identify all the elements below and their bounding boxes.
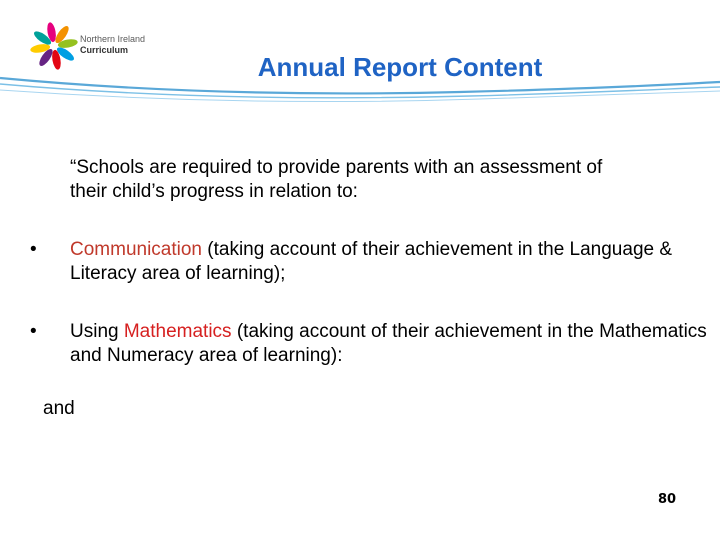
logo-line-1: Northern Ireland — [80, 34, 146, 44]
highlight-communication: Communication — [70, 239, 202, 260]
bullet-prefix: Using — [70, 321, 124, 342]
header-swoosh — [0, 70, 720, 110]
bullet-text — [70, 238, 710, 286]
bullet-marker: • — [30, 239, 37, 260]
bullet-text — [70, 320, 710, 368]
logo-line-2: Curriculum — [80, 45, 129, 55]
highlight-mathematics: Mathematics — [123, 321, 232, 342]
bullet-marker: • — [30, 321, 37, 342]
closing-word: and — [43, 398, 75, 419]
bullet-rest: (taking account of their achievement in the Mathematics and Numeracy area of learning): — [70, 321, 707, 366]
bullet-rest: (taking account of their achievement in the Language & Literacy area of learning); — [70, 239, 673, 284]
intro-quote: “Schools are required to provide parents with an assessment of their child’s progress in relation to: — [70, 157, 603, 202]
page-number: 80 — [658, 492, 677, 507]
title-text: Annual Report Content — [257, 52, 543, 82]
